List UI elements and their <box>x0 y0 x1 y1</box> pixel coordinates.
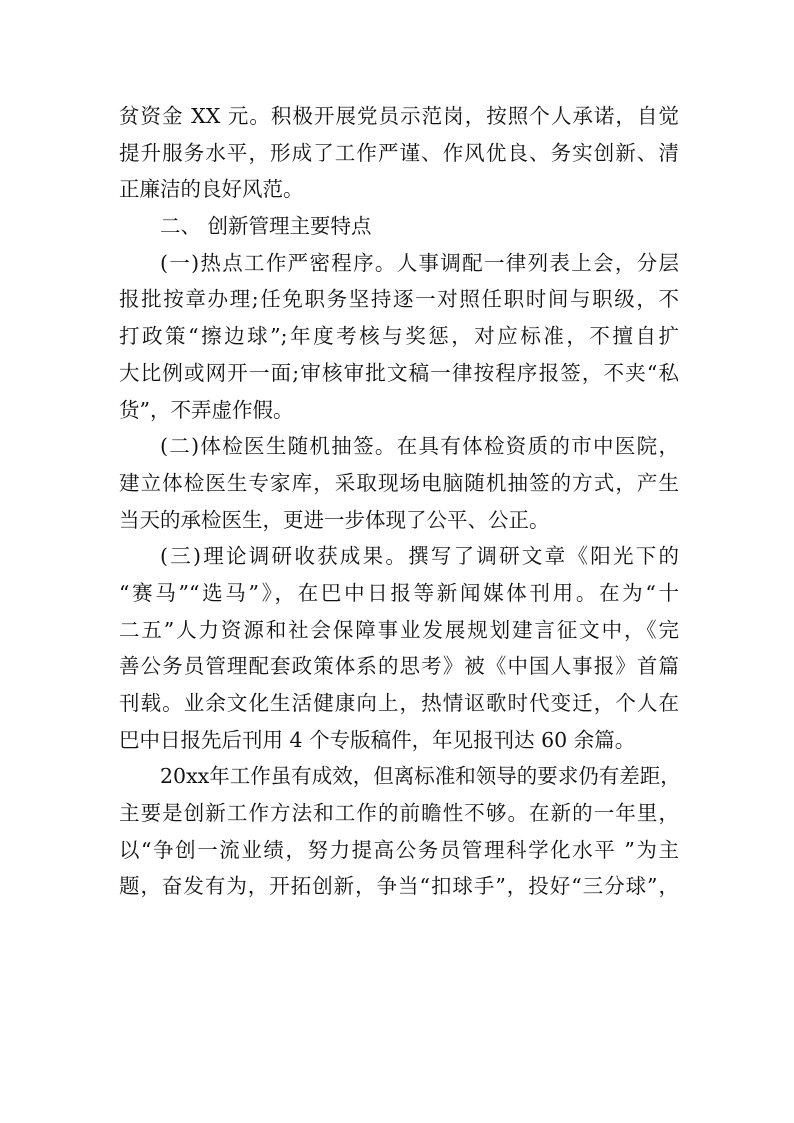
paragraph-line: 题，奋发有为，开拓创新，争当“扣球手”，投好“三分球”， <box>119 874 679 899</box>
paragraph-line: (二)体检医生随机抽签。在具有体检资质的市中医院， <box>160 434 679 459</box>
paragraph-line: 以“争创一流业绩，努力提高公务员管理科学化水平 ”为主 <box>119 837 679 862</box>
paragraph-line: 正廉洁的良好风范。 <box>119 177 304 202</box>
paragraph-line: (三)理论调研收获成果。撰写了调研文章《阳光下的 <box>160 544 679 569</box>
paragraph-line: 刊载。业余文化生活健康向上，热情讴歌时代变迁，个人在 <box>119 691 679 715</box>
section-heading: 二、 创新管理主要特点 <box>160 214 372 239</box>
paragraph-line: 主要是创新工作方法和工作的前瞻性不够。在新的一年里， <box>119 801 679 826</box>
paragraph-line: 货”，不弄虚作假。 <box>119 397 294 422</box>
paragraph-line: 提升服务水平，形成了工作严谨、作风优良、务实创新、清 <box>119 140 679 165</box>
document-body <box>119 98 679 905</box>
paragraph-line: 大比例或网开一面;审核审批文稿一律按程序报签，不夹“私 <box>119 360 679 385</box>
paragraph-line: 20xx年工作虽有成效，但离标准和领导的要求仍有差距， <box>160 764 681 789</box>
paragraph-line: 报批按章办理;任免职务坚持逐一对照任职时间与职级，不 <box>119 287 679 312</box>
paragraph-line: “赛马”“选马”》，在巴中日报等新闻媒体刊用。在为“十 <box>119 580 679 605</box>
paragraph-line: 善公务员管理配套政策体系的思考》被《中国人事报》首篇 <box>119 654 679 679</box>
paragraph-line: 当天的承检医生，更进一步体现了公平、公正。 <box>119 507 550 532</box>
paragraph-line: 二五”人力资源和社会保障事业发展规划建言征文中，《完 <box>119 617 679 642</box>
paragraph-line: (一)热点工作严密程序。人事调配一律列表上会，分层 <box>160 250 679 275</box>
paragraph-line: 打政策“擦边球”;年度考核与奖惩，对应标准，不擅自扩 <box>119 324 679 349</box>
paragraph-line: 建立体检医生专家库，采取现场电脑随机抽签的方式，产生 <box>119 470 679 495</box>
paragraph-line: 巴中日报先后刊用 4 个专版稿件，年见报刊达 60 余篇。 <box>119 727 636 752</box>
paragraph-line: 贫资金 XX 元。积极开展党员示范岗，按照个人承诺，自觉 <box>119 104 679 128</box>
